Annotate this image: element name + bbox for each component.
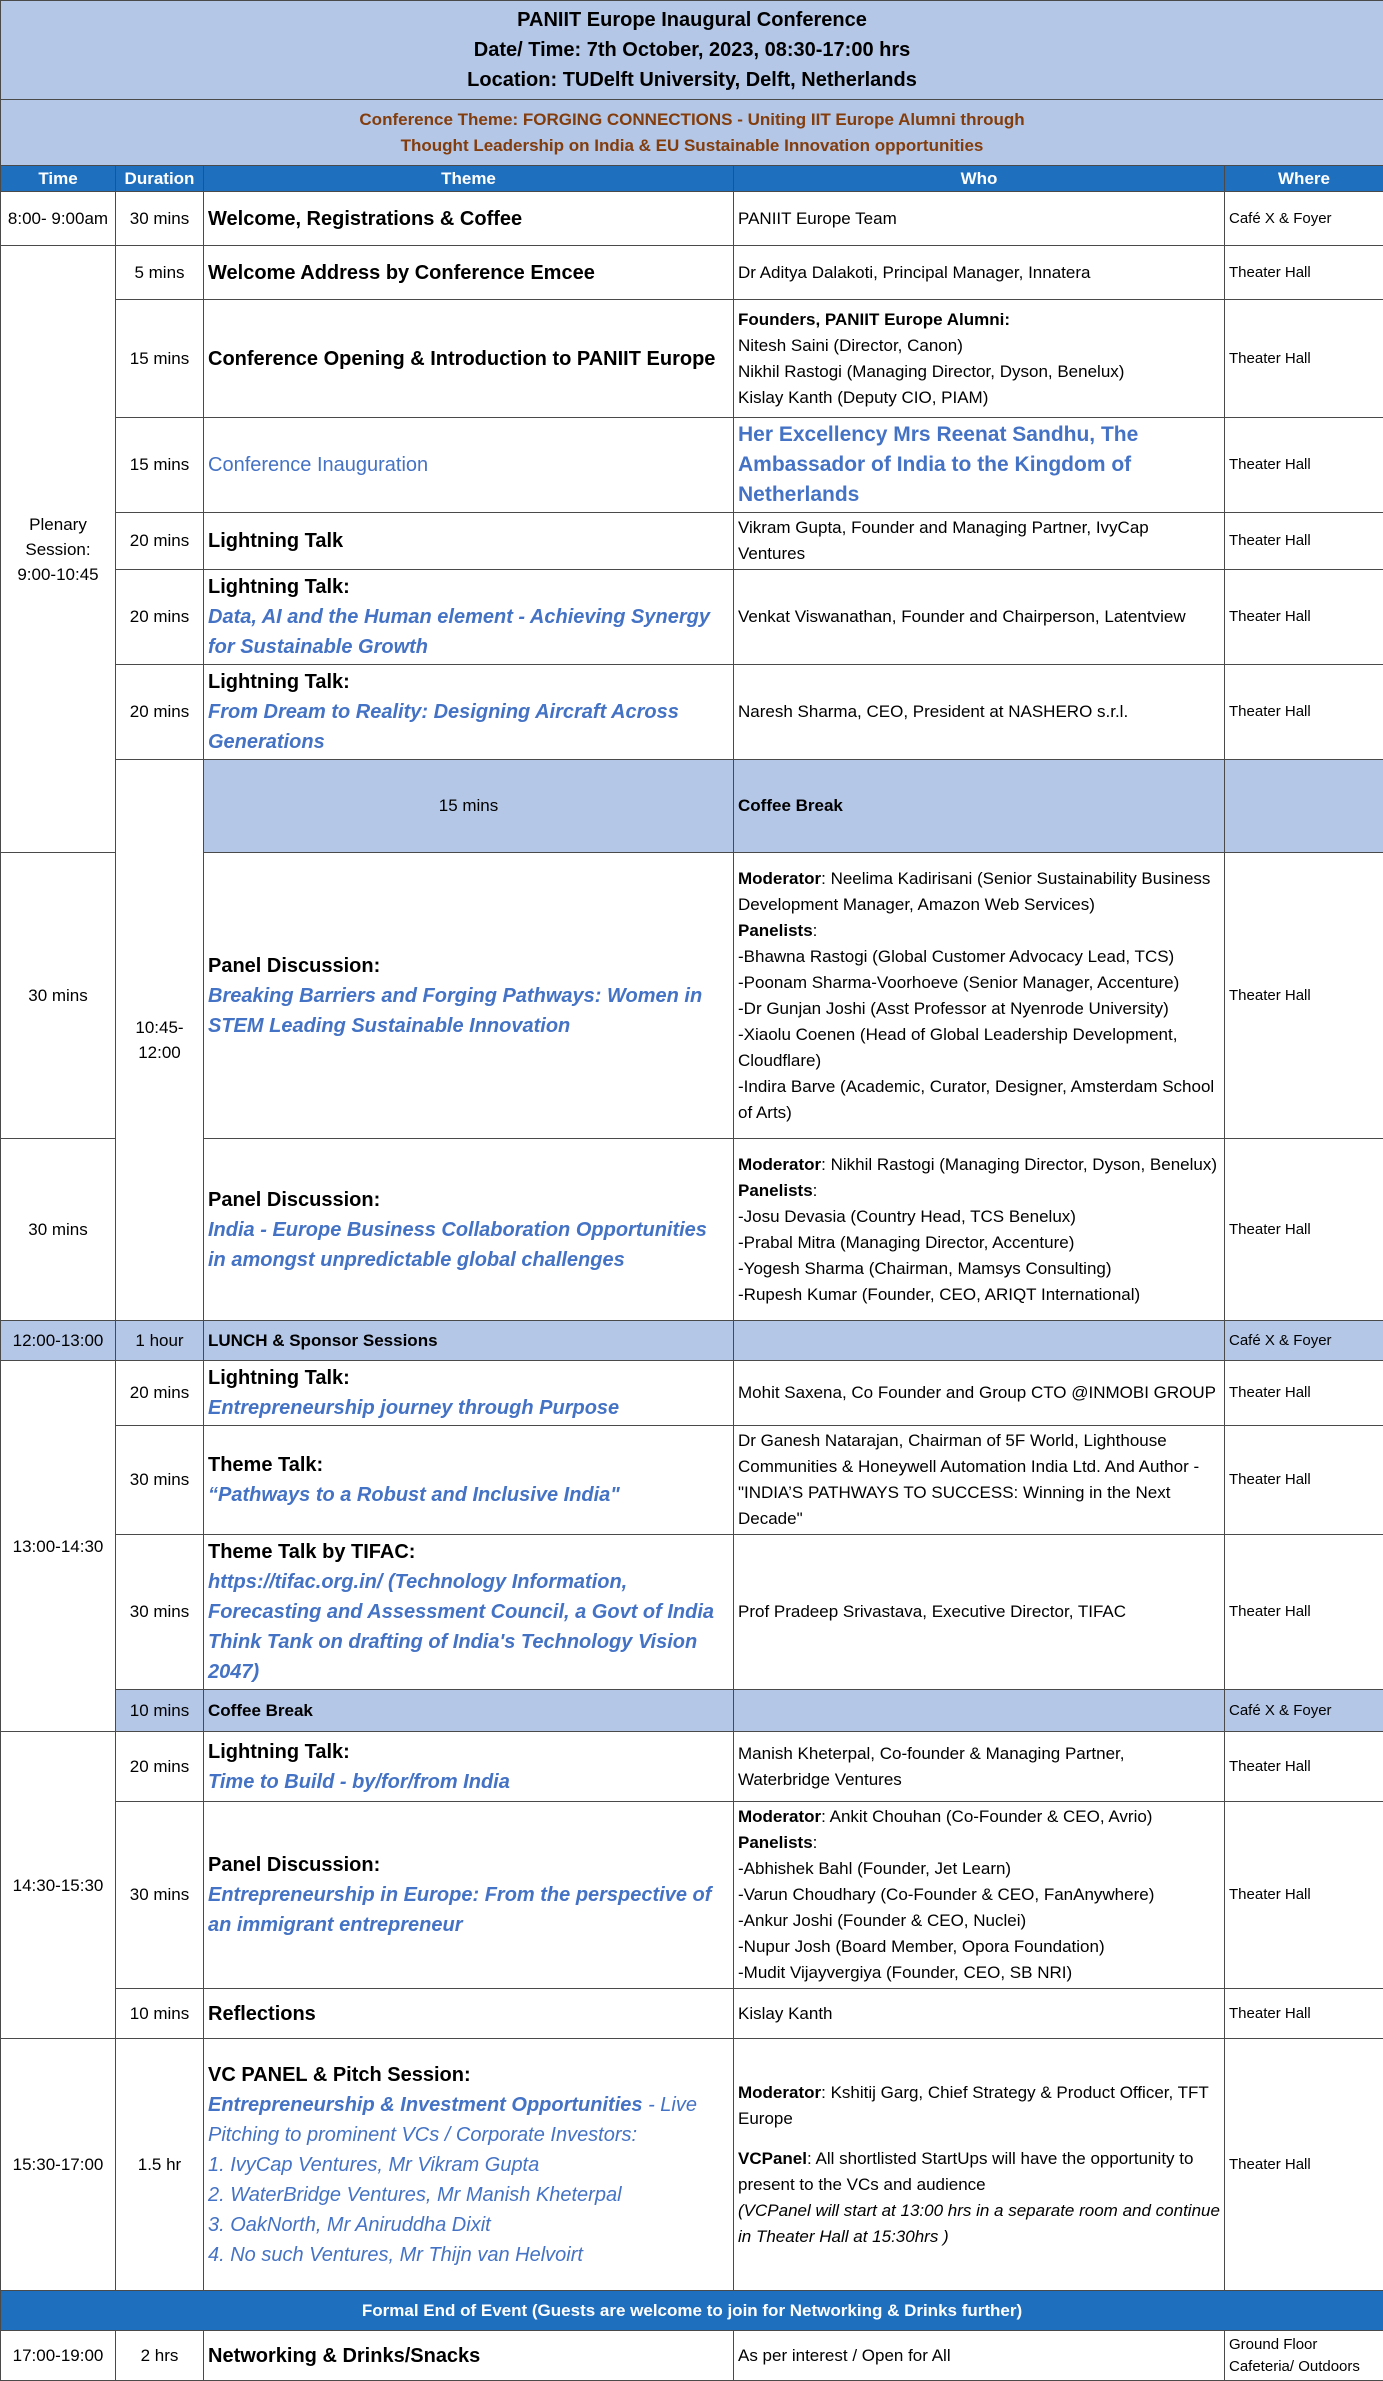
duration-cell: 15 mins [116,418,204,513]
theme-cell [204,665,734,760]
table-row-lunch [1,1321,1383,1361]
theme-cell [204,570,734,665]
table-row [1,1989,1383,2039]
where-cell: Theater Hall [1225,1989,1383,2039]
table-row [1,1802,1383,1989]
theme-cell [204,192,734,246]
table-row [1,665,1383,760]
title-block [1,1,1383,100]
who-cell [734,853,1225,1139]
panelist: -Xiaolu Coenen (Head of Global Leadership Development, Cloudflare) [738,1022,1220,1074]
theme-cell [204,1535,734,1690]
moderator-name: : Nikhil Rastogi (Managing Director, Dyson, Benelux) [821,1155,1217,1174]
session-type: Panel Discussion: [208,951,729,981]
duration-cell: 15 mins [204,760,734,853]
theme-cell [204,1361,734,1426]
theme-cell [204,1426,734,1535]
session-type: Lightning Talk: [208,667,729,697]
where-cell: Theater Hall [1225,1535,1383,1690]
theme-cell [204,2039,734,2291]
session-title: “Pathways to a Robust and Inclusive India" [208,1480,729,1510]
theme-cell [204,1989,734,2039]
duration-cell: 30 mins [116,1426,204,1535]
panelists-colon: : [813,1833,818,1852]
time-cell: 12:00-13:00 [1,1321,116,1361]
who-cell [734,1802,1225,1989]
where-cell: Theater Hall [1225,246,1383,300]
title-row [1,1,1383,100]
duration-cell: 20 mins [116,513,204,570]
moderator-name: : Neelima Kadirisani (Senior Sustainability Business Development Manager, Amazon Web Services) [738,869,1210,914]
who-cell: Naresh Sharma, CEO, President at NASHERO s.r.l. [734,665,1225,760]
session-title: Conference Inauguration [208,450,729,480]
who-cell [734,2039,1225,2291]
session-title: Entrepreneurship in Europe: From the perspective of an immigrant entrepreneur [208,1880,729,1940]
moderator-line [738,866,1220,918]
panelist: -Dr Gunjan Joshi (Asst Professor at Nyenrode University) [738,996,1220,1022]
theme-block [1,100,1383,166]
panelists-label: Panelists [738,1833,813,1852]
who-cell: Mohit Saxena, Co Founder and Group CTO @INMOBI GROUP [734,1361,1225,1426]
session-title: Time to Build - by/for/from India [208,1767,729,1797]
moderator-label: Moderator [738,869,821,888]
table-row [1,192,1383,246]
table-row [1,2331,1383,2381]
table-row [1,1732,1383,1802]
panelists-heading [738,918,1220,944]
who-cell [734,1321,1225,1361]
session-subtitle: - Live Pitching to prominent VCs / Corporate Investors: [208,2094,697,2146]
where-cell: Theater Hall [1225,1426,1383,1535]
where-cell: Theater Hall [1225,2039,1383,2291]
session-title: Conference Opening & Introduction to PANIIT Europe [208,344,729,374]
theme-cell [204,1139,734,1321]
conference-title: PANIIT Europe Inaugural Conference [5,5,1379,35]
session-type: Lightning Talk: [208,1737,729,1767]
duration-cell: 30 mins [116,1535,204,1690]
where-cell: Theater Hall [1225,570,1383,665]
duration-cell: 1 hour [116,1321,204,1361]
session-type: Panel Discussion: [208,1850,729,1880]
where-line: Ground Floor [1229,2334,1379,2356]
vcpanel-label: VCPanel [738,2149,807,2168]
founders-heading: Founders, PANIIT Europe Alumni: [738,307,1220,333]
panelist: -Abhishek Bahl (Founder, Jet Learn) [738,1856,1220,1882]
vc-list-item: 3. OakNorth, Mr Aniruddha Dixit [208,2210,729,2240]
duration-cell: 20 mins [116,665,204,760]
theme-cell [204,418,734,513]
theme-line-1: Conference Theme: FORGING CONNECTIONS - Uniting IIT Europe Alumni through [9,107,1375,133]
where-cell: Theater Hall [1225,1139,1383,1321]
session-type: Panel Discussion: [208,1185,729,1215]
duration-cell: 10 mins [116,1989,204,2039]
who-cell: Dr Ganesh Natarajan, Chairman of 5F World, Lighthouse Communities & Honeywell Automation India Ltd. And Author - "INDIA’S PATHWAYS TO SUCCESS: Winning in the Next Decade" [734,1426,1225,1535]
moderator-label: Moderator [738,2083,821,2102]
duration-cell: 5 mins [116,246,204,300]
theme-cell [204,513,734,570]
panelists-heading [738,1830,1220,1856]
where-line: Cafeteria/ Outdoors [1229,2356,1379,2378]
where-cell: Theater Hall [1225,1361,1383,1426]
panelist: -Nupur Josh (Board Member, Opora Foundation) [738,1934,1220,1960]
session-title: Reflections [208,1999,729,2029]
who-cell: Prof Pradeep Srivastava, Executive Director, TIFAC [734,1535,1225,1690]
moderator-line [738,1152,1220,1178]
where-cell: Theater Hall [1225,853,1383,1139]
moderator-line [738,1804,1220,1830]
where-cell: Theater Hall [1225,665,1383,760]
time-cell: 8:00- 9:00am [1,192,116,246]
who-cell [734,300,1225,418]
who-cell: Kislay Kanth [734,1989,1225,2039]
session-title: Entrepreneurship journey through Purpose [208,1393,729,1423]
plenary-time: 9:00-10:45 [5,562,111,587]
panelists-heading [738,1178,1220,1204]
duration-cell: 15 mins [116,300,204,418]
session-type: Lightning Talk: [208,572,729,602]
col-header-who: Who [734,166,1225,192]
where-cell: Café X & Foyer [1225,1321,1383,1361]
where-cell [1225,2331,1383,2381]
duration-cell: 10 mins [116,1690,204,1732]
who-cell: Vikram Gupta, Founder and Managing Partner, IvyCap Ventures [734,513,1225,570]
table-row [1,513,1383,570]
table-row [1,1535,1383,1690]
panelist: -Mudit Vijayvergiya (Founder, CEO, SB NRI) [738,1960,1220,1986]
time-cell: 13:00-14:30 [1,1361,116,1732]
duration-cell: 2 hrs [116,2331,204,2381]
moderator-line [738,2080,1220,2132]
plenary-label-2: Session: [5,537,111,562]
vcpanel-line [738,2146,1220,2198]
session-description [208,2090,729,2150]
session-title: Breaking Barriers and Forging Pathways: Women in STEM Leading Sustainable Innovation [208,981,729,1041]
theme-cell [204,1732,734,1802]
speaker-name: Her Excellency Mrs Reenat Sandhu, The Ambassador of India to the Kingdom of Netherlands [738,420,1220,510]
speaker-name: Kislay Kanth (Deputy CIO, PIAM) [738,385,1220,411]
vc-list-item: 1. IvyCap Ventures, Mr Vikram Gupta [208,2150,729,2180]
theme-line-2: Thought Leadership on India & EU Sustainable Innovation opportunities [9,133,1375,159]
table-row [1,1361,1383,1426]
who-cell [1225,760,1383,853]
table-row [1,2039,1383,2291]
panelists-colon: : [813,1181,818,1200]
theme-cell: LUNCH & Sponsor Sessions [204,1321,734,1361]
session-type: VC PANEL & Pitch Session: [208,2060,729,2090]
panelist: -Josu Devasia (Country Head, TCS Benelux) [738,1204,1220,1230]
panelist: -Yogesh Sharma (Chairman, Mamsys Consulting) [738,1256,1220,1282]
table-row [1,300,1383,418]
panelists-label: Panelists [738,1181,813,1200]
spacer [738,2132,1220,2146]
vcpanel-text: : All shortlisted StartUps will have the opportunity to present to the VCs and audience [738,2149,1193,2194]
time-cell-plenary [1,246,116,853]
session-title: India - Europe Business Collaboration Opportunities in amongst unpredictable global challenges [208,1215,729,1275]
duration-cell: 30 mins [116,192,204,246]
col-header-duration: Duration [116,166,204,192]
duration-cell: 20 mins [116,570,204,665]
duration-cell: 20 mins [116,1732,204,1802]
panelist: -Poonam Sharma-Voorhoeve (Senior Manager, Accenture) [738,970,1220,996]
time-cell: 15:30-17:00 [1,2039,116,2291]
duration-cell: 30 mins [1,1139,116,1321]
vc-list-item: 4. No such Ventures, Mr Thijn van Helvoirt [208,2240,729,2270]
who-cell [734,1139,1225,1321]
time-cell: 10:45-12:00 [116,760,204,1321]
table-row [1,1426,1383,1535]
where-cell: Theater Hall [1225,418,1383,513]
session-type: Theme Talk by TIFAC: [208,1537,729,1567]
panelists-colon: : [813,921,818,940]
panelist: -Ankur Joshi (Founder & CEO, Nuclei) [738,1908,1220,1934]
session-title: Welcome, Registrations & Coffee [208,204,729,234]
where-cell: Café X & Foyer [1225,192,1383,246]
duration-cell: 30 mins [1,853,116,1139]
session-title: Data, AI and the Human element - Achieving Synergy for Sustainable Growth [208,602,729,662]
moderator-name: : Kshitij Garg, Chief Strategy & Product Officer, TFT Europe [738,2083,1209,2128]
speaker-name: Nikhil Rastogi (Managing Director, Dyson, Benelux) [738,359,1220,385]
theme-cell [204,853,734,1139]
panelist: -Varun Choudhary (Co-Founder & CEO, FanAnywhere) [738,1882,1220,1908]
moderator-name: : Ankit Chouhan (Co-Founder & CEO, Avrio) [821,1807,1152,1826]
end-row [1,2291,1383,2331]
theme-cell: Coffee Break [204,1690,734,1732]
theme-cell [204,300,734,418]
speaker-name: Nitesh Saini (Director, Canon) [738,333,1220,359]
where-cell: Theater Hall [1225,300,1383,418]
panelists-label: Panelists [738,921,813,940]
duration-cell: 30 mins [116,1802,204,1989]
panelist: -Bhawna Rastogi (Global Customer Advocacy Lead, TCS) [738,944,1220,970]
table-row [1,570,1383,665]
who-cell [734,418,1225,513]
col-header-where: Where [1225,166,1383,192]
session-type: Lightning Talk: [208,1363,729,1393]
theme-cell [204,246,734,300]
vcpanel-note: (VCPanel will start at 13:00 hrs in a separate room and continue in Theater Hall at 15:30hrs ) [738,2198,1220,2250]
panelist: -Prabal Mitra (Managing Director, Accenture) [738,1230,1220,1256]
end-of-event-banner: Formal End of Event (Guests are welcome to join for Networking & Drinks further) [1,2291,1383,2331]
session-title: Networking & Drinks/Snacks [208,2341,729,2371]
panelist: -Indira Barve (Academic, Curator, Designer, Amsterdam School of Arts) [738,1074,1220,1126]
session-title: Entrepreneurship & Investment Opportunities [208,2094,643,2116]
theme-cell [204,1802,734,1989]
vc-list-item: 2. WaterBridge Ventures, Mr Manish Kheterpal [208,2180,729,2210]
col-header-theme: Theme [204,166,734,192]
who-cell: As per interest / Open for All [734,2331,1225,2381]
conference-datetime: Date/ Time: 7th October, 2023, 08:30-17:00 hrs [5,35,1379,65]
session-title: From Dream to Reality: Designing Aircraft Across Generations [208,697,729,757]
plenary-label: Plenary [5,512,111,537]
who-cell [734,1690,1225,1732]
where-cell: Café X & Foyer [1225,1690,1383,1732]
where-cell: Theater Hall [1225,513,1383,570]
table-row [1,853,1383,1139]
duration-cell: 1.5 hr [116,2039,204,2291]
theme-row [1,100,1383,166]
session-title: Welcome Address by Conference Emcee [208,258,729,288]
table-row [1,418,1383,513]
who-cell: PANIIT Europe Team [734,192,1225,246]
where-cell: Theater Hall [1225,1802,1383,1989]
session-type: Theme Talk: [208,1450,729,1480]
moderator-label: Moderator [738,1807,821,1826]
column-header-row [1,166,1383,192]
panelist: -Rupesh Kumar (Founder, CEO, ARIQT International) [738,1282,1220,1308]
who-cell: Manish Kheterpal, Co-founder & Managing Partner, Waterbridge Ventures [734,1732,1225,1802]
session-title: https://tifac.org.in/ (Technology Information, Forecasting and Assessment Council, a Govt of India Think Tank on drafting of India's Technology Vision 2047) [208,1567,729,1687]
duration-cell: 20 mins [116,1361,204,1426]
theme-cell: Coffee Break [734,760,1225,853]
moderator-label: Moderator [738,1155,821,1174]
who-cell: Venkat Viswanathan, Founder and Chairperson, Latentview [734,570,1225,665]
table-row-coffee-break [1,1690,1383,1732]
conference-location: Location: TUDelft University, Delft, Netherlands [5,65,1379,95]
time-cell: 17:00-19:00 [1,2331,116,2381]
table-row [1,1139,1383,1321]
time-cell: 14:30-15:30 [1,1732,116,2039]
table-row-coffee-break [1,760,1383,853]
col-header-time: Time [1,166,116,192]
where-cell: Theater Hall [1225,1732,1383,1802]
table-row [1,246,1383,300]
who-cell: Dr Aditya Dalakoti, Principal Manager, Innatera [734,246,1225,300]
theme-cell [204,2331,734,2381]
session-title: Lightning Talk [208,526,729,556]
